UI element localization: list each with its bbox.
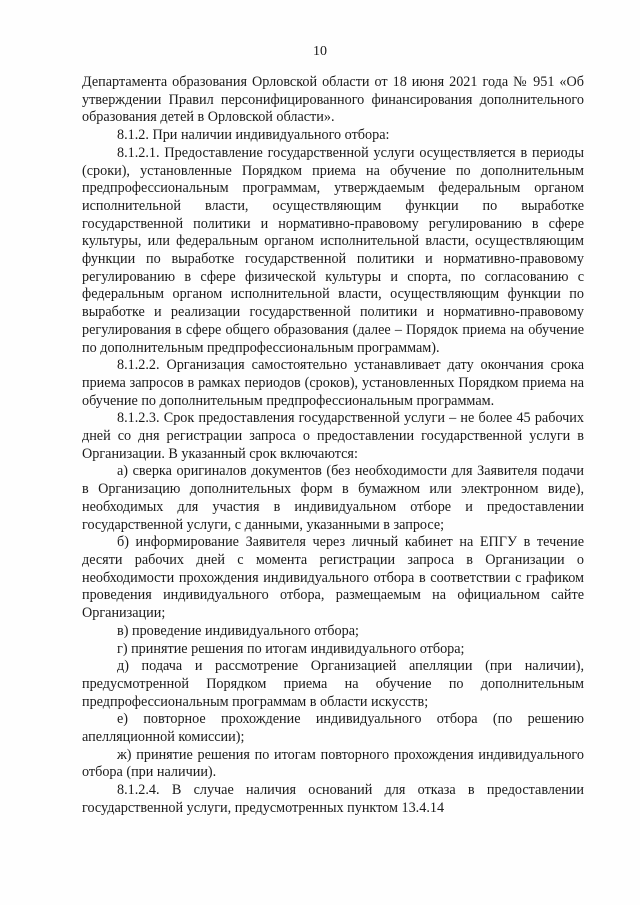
document-body bbox=[82, 74, 584, 818]
paragraph: д) подача и рассмотрение Организацией апелляции (при наличии), предусмотренной Порядком приема на обучение по дополнительным предпрофессиональным программам в области искусств; bbox=[82, 658, 584, 710]
paragraph: в) проведение индивидуального отбора; bbox=[117, 622, 359, 639]
paragraph: 8.1.2. При наличии индивидуального отбора: bbox=[117, 127, 390, 144]
paragraph: б) информирование Заявителя через личный кабинет на ЕПГУ в течение десяти рабочих дней с момента регистрации запроса в Организации о необходимости прохождения индивидуального отбора в соответствии с графиком проведения индивидуального отбора, размещаемым на официальном сайте Организации; bbox=[82, 534, 584, 622]
paragraph: г) принятие решения по итогам индивидуального отбора; bbox=[117, 640, 465, 657]
paragraph: Департамента образования Орловской области от 18 июня 2021 года № 951 «Об утверждении Правил персонифицированного финансирования дополнительного образования детей в Орловской области». bbox=[82, 74, 584, 126]
paragraph: ж) принятие решения по итогам повторного прохождения индивидуального отбора (при наличии). bbox=[82, 746, 584, 781]
paragraph: а) сверка оригиналов документов (без необходимости для Заявителя подачи в Организацию дополнительных форм в бумажном или электронном виде), необходимых для участия в индивидуальном отборе и предоставлении государственной услуги, с данными, указанными в запросе; bbox=[82, 463, 584, 533]
paragraph: 8.1.2.2. Организация самостоятельно устанавливает дату окончания срока приема запросов в рамках периодов (сроков), установленных Порядком приема на обучение по дополнительным предпрофессиональным программам. bbox=[82, 357, 584, 409]
page-number: 10 bbox=[313, 44, 327, 59]
paragraph: 8.1.2.3. Срок предоставления государственной услуги – не более 45 рабочих дней со дня регистрации запроса о предоставлении государственной услуги в Организации. В указанный срок включаются: bbox=[82, 410, 584, 462]
paragraph: 8.1.2.1. Предоставление государственной услуги осуществляется в периоды (сроки), установленные Порядком приема на обучение по дополнительным предпрофессиональным программам, утверждаемым федеральным органом исполнительной власти, осуществляющим функции по выработке государственной политики и нормативно-правовому регулированию в сфере культуры, или федеральным органом исполнительной власти, осуществляющим функции по выработке государственной политики и нормативно-правовому регулированию в сфере физической культуры и спорта, по согласованию с федеральным органом исполнительной власти, осуществляющим функции по выработке и реализации государственной политики и нормативно-правовому регулирования в сфере общего образования (далее – Порядок приема на обучение по дополнительным предпрофессиональным программам). bbox=[82, 144, 584, 356]
paragraph: е) повторное прохождение индивидуального отбора (по решению апелляционной комиссии); bbox=[82, 711, 584, 746]
paragraph: 8.1.2.4. В случае наличия оснований для отказа в предоставлении государственной услуги, предусмотренных пунктом 13.4.14 bbox=[82, 782, 584, 816]
